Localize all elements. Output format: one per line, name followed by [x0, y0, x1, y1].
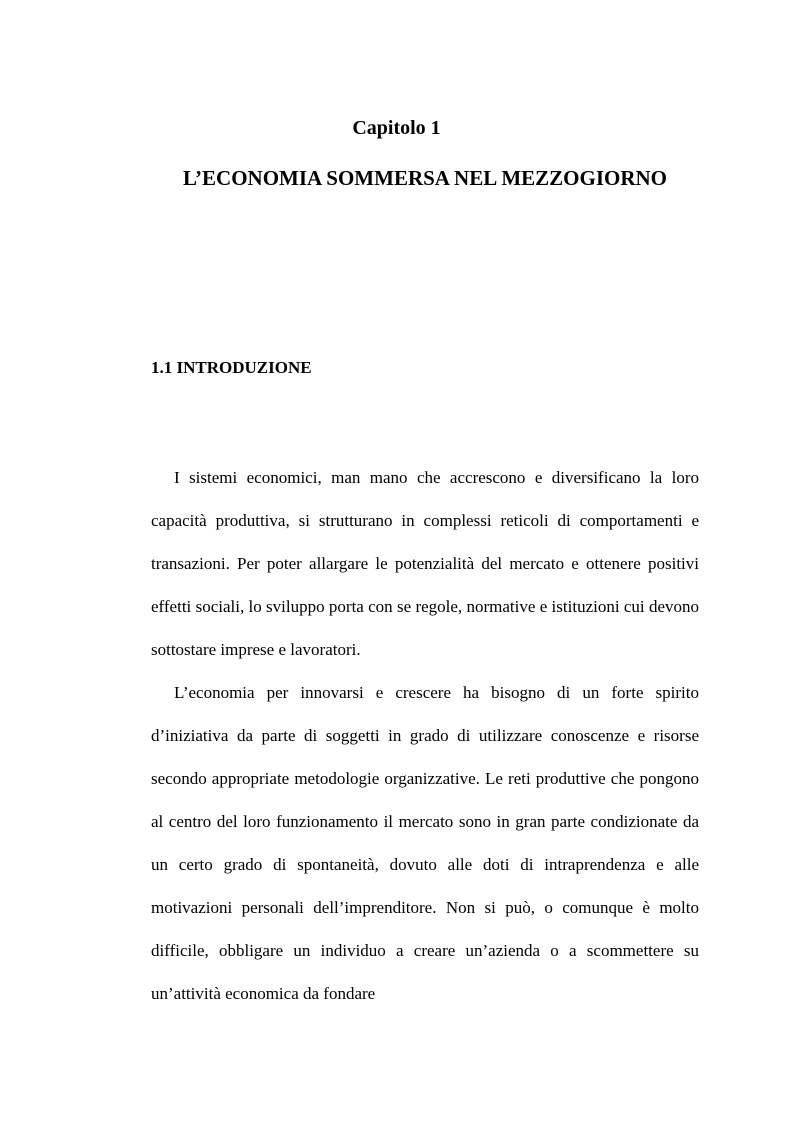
- chapter-title: L’ECONOMIA SOMMERSA NEL MEZZOGIORNO: [182, 166, 668, 190]
- paragraph-2: L’economia per innovarsi e crescere ha bisogno di un forte spirito d’iniziativa da parte di soggetti in grado di utilizzare conoscenze e risorse secondo appropriate metodologie organizzative. Le reti produttive che pongono al centro del loro funzionamento il mercato sono in gran parte condizionate da un certo grado di spontaneità, dovuto alle doti di intraprendenza e alle motivazioni personali dell’imprenditore. Non si può, o comunque è molto difficile, obbligare un individuo a creare un’azienda o a scommettere su un’attività economica da fondare: [151, 683, 699, 1003]
- chapter-label: Capitolo 1: [352, 117, 441, 139]
- section-heading: 1.1 INTRODUZIONE: [151, 358, 312, 377]
- paragraph-1: I sistemi economici, man mano che accrescono e diversificano la loro capacità produttiva, si strutturano in complessi reticoli di comportamenti e transazioni. Per poter allargare le potenzialità del mercato e ottenere positivi effetti sociali, lo sviluppo porta con se regole, normative e istituzioni cui devono sottostare imprese e lavoratori.: [151, 468, 699, 659]
- body-text: [151, 456, 699, 1015]
